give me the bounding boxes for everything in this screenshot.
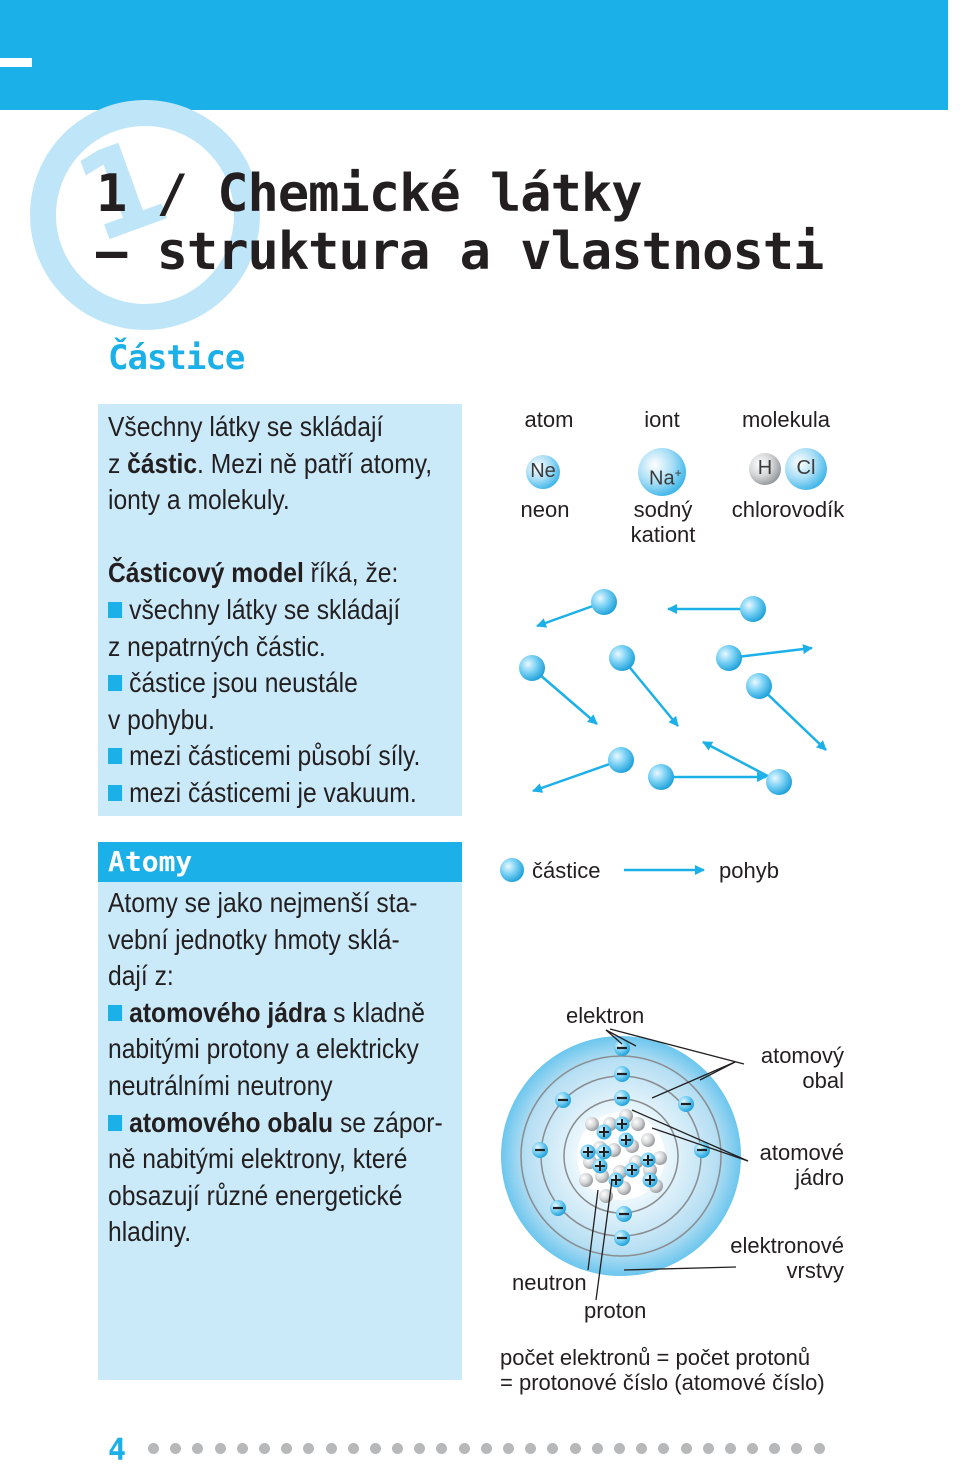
page-number: 4 [108, 1433, 127, 1468]
electron-particle [555, 1092, 571, 1108]
label-hcl: chlorovodík [731, 497, 845, 522]
legend-particle-label: částice [532, 858, 601, 883]
footer-dot [769, 1443, 780, 1454]
term-shell: atomového obalu [129, 1106, 334, 1138]
particle [609, 645, 635, 671]
footer-dot [414, 1443, 425, 1454]
text-line: z částic. Mezi ně patří atomy, [108, 447, 433, 479]
footer-dot [459, 1443, 470, 1454]
text-line: dají z: [108, 960, 174, 992]
footer-dot [525, 1443, 536, 1454]
footer-dot [170, 1443, 181, 1454]
text-line: Atomy se jako nejmenší sta- [108, 887, 418, 918]
particle [740, 596, 766, 622]
particle [519, 655, 545, 681]
label-atom: atom [524, 407, 574, 432]
footer-dot [192, 1443, 203, 1454]
proton-particle [643, 1173, 658, 1188]
symbol-h: H [757, 457, 773, 479]
label-neon: neon [520, 497, 570, 522]
text-line: v pohybu. [108, 703, 215, 735]
text-line: obsazují různé energetické [108, 1179, 403, 1211]
footer-dot [681, 1443, 692, 1454]
bullet-item: mezi částicemi působí síly. [108, 738, 432, 775]
footer-dot [370, 1443, 381, 1454]
label-proton: proton [584, 1298, 647, 1323]
footer-dot [747, 1443, 758, 1454]
symbol-na: Na+ [649, 466, 682, 490]
proton-particle [619, 1133, 634, 1148]
particle [591, 589, 617, 615]
particle [608, 747, 634, 773]
footer-dot [547, 1443, 558, 1454]
proton-particle [597, 1125, 612, 1140]
label-atomic-nucleus: atomové jádro [759, 1140, 844, 1190]
symbol-ne: Ne [530, 460, 556, 482]
chapter-title-line1: 1 / Chemické látky [96, 164, 642, 224]
text-line: hladiny. [108, 1216, 192, 1248]
footer-dot [791, 1443, 802, 1454]
footer-dot [503, 1443, 514, 1454]
atoms-heading: Atomy [108, 845, 193, 878]
footer-dot [592, 1443, 603, 1454]
electron-particle [614, 1040, 630, 1056]
neutron-particle [579, 1173, 593, 1187]
electron-particle [614, 1230, 630, 1246]
footer-dot [303, 1443, 314, 1454]
bullet-item: všechny látky se skládají [108, 592, 432, 629]
footer-dot [281, 1443, 292, 1454]
chapter-title-line2: – struktura a vlastnosti [96, 222, 824, 282]
electron-particle [614, 1066, 630, 1082]
term-particle-model: Částicový model [108, 557, 304, 589]
footer-dot [814, 1443, 825, 1454]
formula-line2: = protonové číslo (atomové číslo) [500, 1370, 825, 1395]
section-heading: Částice [108, 338, 245, 378]
footer-dot [725, 1443, 736, 1454]
footer-dot [703, 1443, 714, 1454]
bullet-item: mezi částicemi je vakuum. [108, 775, 432, 812]
particle-motion-diagram [519, 589, 826, 795]
bullet-item: atomového jádra s kladně [108, 995, 443, 1032]
text-line: ionty a molekuly. [108, 484, 290, 516]
text-line: nabitými protony a elektricky [108, 1033, 419, 1065]
electron-particle [550, 1200, 566, 1216]
label-neutron: neutron [512, 1270, 587, 1295]
footer-dot [259, 1443, 270, 1454]
neutron-particle [641, 1133, 655, 1147]
label-electron: elektron [566, 1003, 645, 1028]
proton-particle [625, 1163, 640, 1178]
proton-particle [597, 1145, 612, 1160]
text-line: ně nabitými elektrony, které [108, 1143, 408, 1175]
particle [716, 645, 742, 671]
label-sodium-cation: sodný kationt [630, 497, 696, 547]
formula-line1: počet elektronů = počet protonů [500, 1345, 811, 1370]
symbol-cl: Cl [796, 457, 816, 479]
electron-particle [616, 1206, 632, 1222]
footer-dot [392, 1443, 403, 1454]
bullet-item: atomového obalu se zápor- [108, 1105, 443, 1142]
footer-dot [348, 1443, 359, 1454]
text-line: Částicový model říká, že: [108, 557, 399, 589]
footer-dots [148, 1443, 825, 1454]
label-atomic-shell: atomový obal [760, 1043, 844, 1093]
neutron-particle [585, 1117, 599, 1131]
footer-dot [570, 1443, 581, 1454]
footer-dot [436, 1443, 447, 1454]
term-castic: částic [127, 447, 198, 479]
electron-particle [614, 1090, 630, 1106]
bullet-item: částice jsou neustále [108, 665, 432, 702]
footer-dot [636, 1443, 647, 1454]
footer-dot [658, 1443, 669, 1454]
electron-particle [678, 1096, 694, 1112]
proton-particle [641, 1153, 656, 1168]
electron-particle [694, 1142, 710, 1158]
electron-particle [532, 1142, 548, 1158]
label-molecule: molekula [741, 407, 831, 432]
legend-motion-label: pohyb [719, 858, 779, 883]
particle [648, 764, 674, 790]
text-line: vební jednotky hmoty sklá- [108, 923, 400, 955]
text-line: Všechny látky se skládají [108, 411, 384, 442]
legend-particle-icon [500, 858, 524, 882]
chapter-badge-number: 1 [58, 111, 185, 272]
neutron-particle [631, 1117, 645, 1131]
particle [766, 769, 792, 795]
footer-dot [148, 1443, 159, 1454]
proton-particle [615, 1117, 630, 1132]
footer-dot [614, 1443, 625, 1454]
particle [746, 673, 772, 699]
text-line: neutrálními neutrony [108, 1069, 333, 1101]
label-electron-layers: elektronové vrstvy [730, 1233, 844, 1283]
label-ion: iont [644, 407, 680, 432]
text-line: z nepatrných částic. [108, 630, 326, 662]
atom-structure-diagram [501, 1029, 748, 1300]
footer-dot [215, 1443, 226, 1454]
footer-dot [326, 1443, 337, 1454]
proton-particle [581, 1145, 596, 1160]
proton-particle [593, 1159, 608, 1174]
footer-dot [481, 1443, 492, 1454]
footer-dot [237, 1443, 248, 1454]
term-nucleus: atomového jádra [129, 996, 327, 1028]
